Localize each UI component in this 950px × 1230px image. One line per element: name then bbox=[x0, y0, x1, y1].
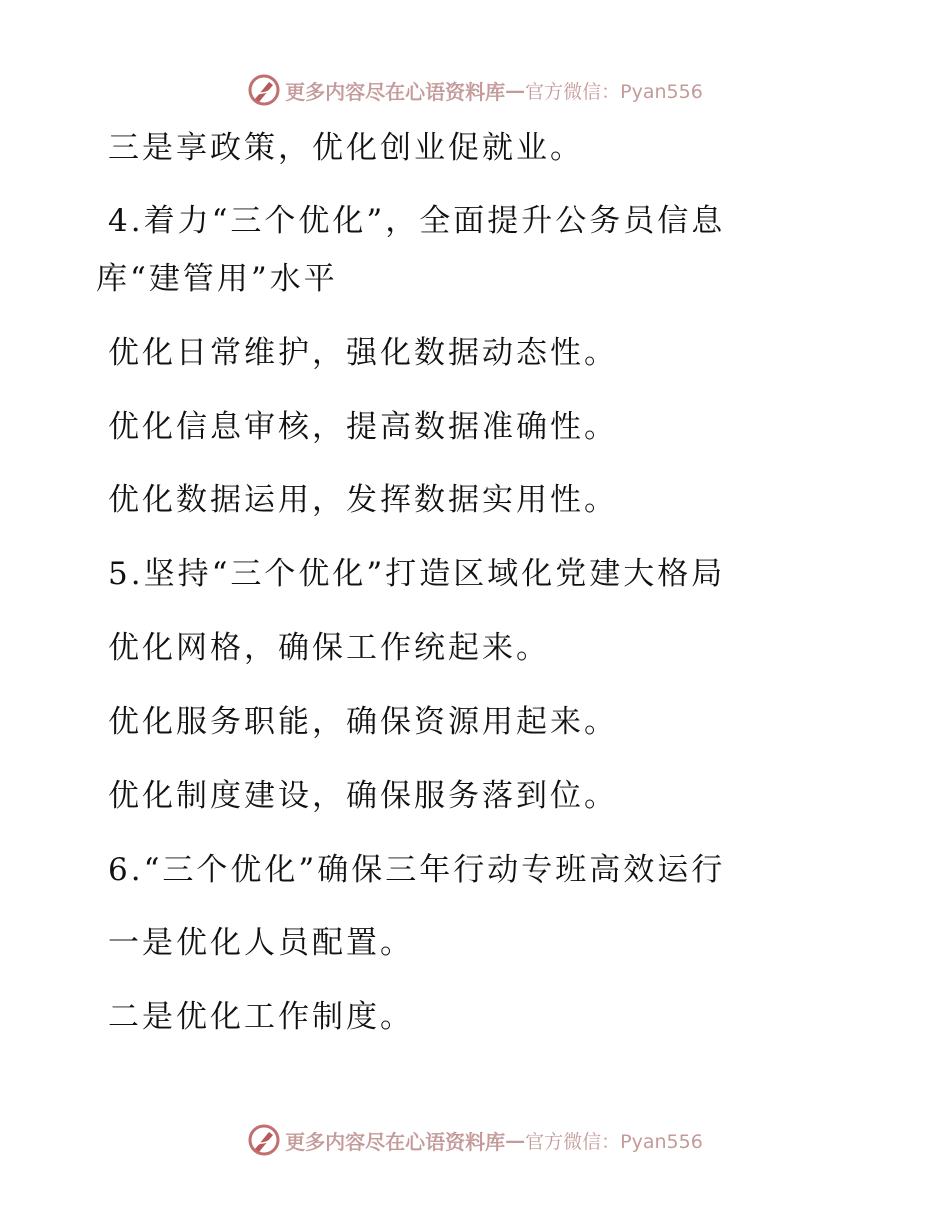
watermark-dash: — bbox=[505, 78, 526, 102]
pen-logo-icon bbox=[247, 73, 281, 107]
text-line-1: 三是享政策，优化创业促就业。 bbox=[108, 130, 584, 166]
text-line-4: 优化日常维护，强化数据动态性。 bbox=[108, 335, 618, 371]
text-line-6: 优化数据运用，发挥数据实用性。 bbox=[108, 482, 618, 518]
text-line-7: 5.坚持“三个优化”打造区域化党建大格局 bbox=[108, 556, 726, 592]
text-line-13: 二是优化工作制度。 bbox=[108, 999, 414, 1035]
text-line-10: 优化制度建设，确保服务落到位。 bbox=[108, 778, 618, 814]
watermark-wechat: 官方微信：Pyan556 bbox=[525, 80, 703, 103]
watermark-wechat: 官方微信：Pyan556 bbox=[525, 1130, 703, 1153]
text-line-3: 库“建管用”水平 bbox=[96, 261, 338, 297]
text-line-12: 一是优化人员配置。 bbox=[108, 925, 414, 961]
text-line-5: 优化信息审核，提高数据准确性。 bbox=[108, 409, 618, 445]
text-line-9: 优化服务职能，确保资源用起来。 bbox=[108, 704, 618, 740]
watermark-text: 更多内容尽在心语资料库 bbox=[285, 1129, 506, 1154]
header-watermark bbox=[0, 70, 950, 110]
watermark-dash: — bbox=[505, 1128, 526, 1152]
watermark-text: 更多内容尽在心语资料库 bbox=[285, 79, 506, 104]
text-line-8: 优化网格，确保工作统起来。 bbox=[108, 630, 550, 666]
pen-logo-icon bbox=[247, 1123, 281, 1157]
footer-watermark bbox=[0, 1120, 950, 1160]
text-line-2: 4.着力“三个优化”，全面提升公务员信息 bbox=[108, 203, 726, 239]
text-line-11: 6.“三个优化”确保三年行动专班高效运行 bbox=[108, 852, 726, 888]
